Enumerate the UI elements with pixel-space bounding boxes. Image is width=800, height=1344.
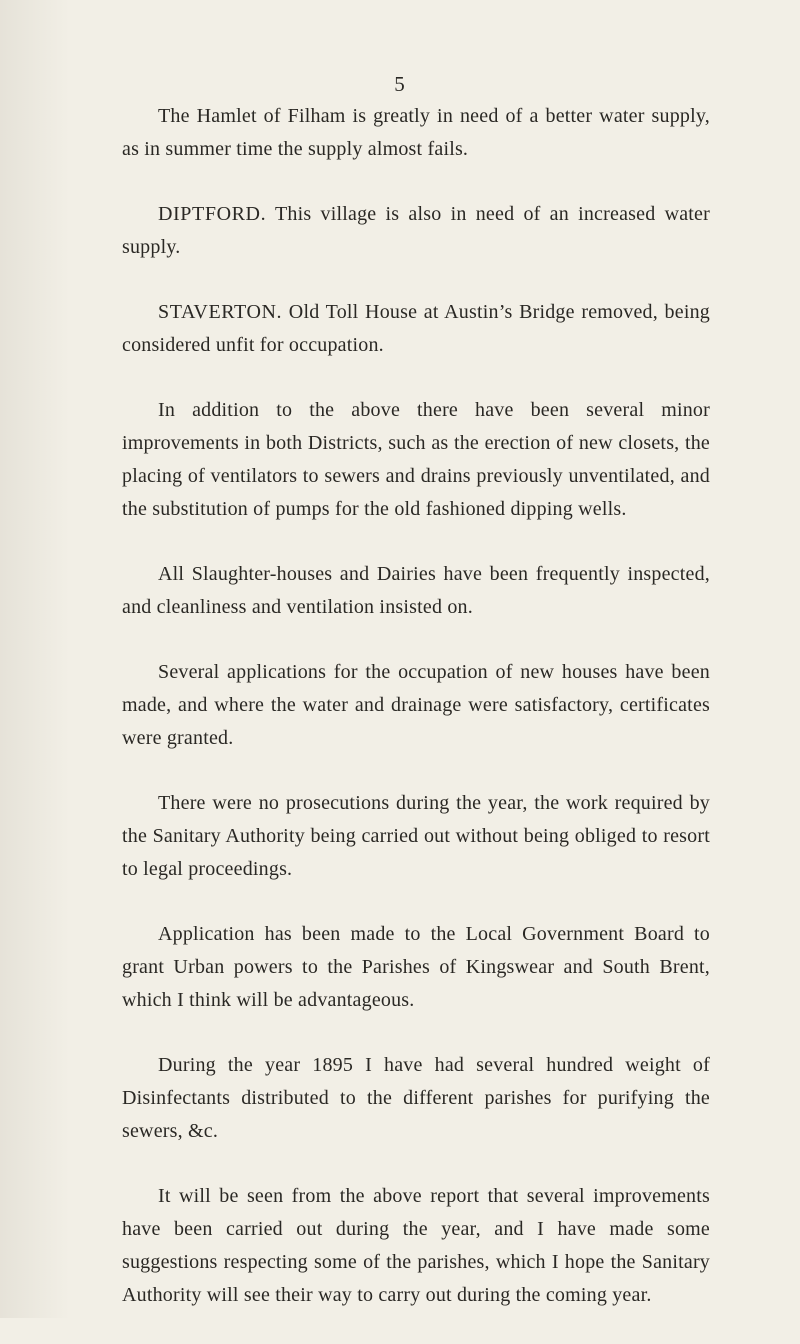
paragraph-text: During the year 1895 I have had several hundred weight of Disinfectants distributed to the different parishes for purifying the sewers, &c. [122,1054,710,1142]
paragraph-text: The Hamlet of Filham is greatly in need of a better water supply, as in summer time the supply almost fails. [122,105,710,160]
page-edge-shadow [0,0,70,1318]
paragraph-disinfectants [122,1049,710,1148]
paragraph-text: It will be seen from the above report that several improvements have been carried out during the year, and I have made some suggestions respecting some of the parishes, which I hope the Sanitary Authority will see their way to carry out during the coming year. [122,1185,710,1306]
paragraph-heading: DIPTFORD. [158,203,267,225]
paragraph-text: There were no prosecutions during the year, the work required by the Sanitary Authority being carried out without being obliged to resort to legal proceedings. [122,792,710,880]
paragraph-text: Several applications for the occupation of new houses have been made, and where the water and drainage were satisfactory, certificates were granted. [122,661,710,749]
paragraph-urban-powers [122,918,710,1017]
paragraph-conclusion [122,1180,710,1312]
paragraph-filham-water [122,100,710,166]
paragraph-staverton [122,296,710,362]
page-number: 5 [394,72,406,96]
paragraph-text: Application has been made to the Local Government Board to grant Urban powers to the Parishes of Kingswear and South Brent, which I think will be advantageous. [122,923,710,1011]
paragraph-diptford [122,198,710,264]
paragraph-text: All Slaughter-houses and Dairies have been frequently inspected, and cleanliness and ventilation insisted on. [122,563,710,618]
paragraph-slaughter-houses [122,558,710,624]
paragraph-text: This village is also in need of an increased water supply. [122,203,710,258]
paragraph-minor-improvements [122,394,710,526]
paragraph-new-houses [122,656,710,755]
paragraph-text: In addition to the above there have been several minor improvements in both Districts, such as the erection of new closets, the placing of ventilators to sewers and drains previously unventilated, and the substitution of pumps for the old fashioned dipping wells. [122,399,710,520]
paragraph-text: Old Toll House at Austin’s Bridge removed, being considered unfit for occupation. [122,301,710,356]
report-body [122,100,710,1344]
paragraph-heading: STAVERTON. [158,301,283,323]
paragraph-prosecutions [122,787,710,886]
